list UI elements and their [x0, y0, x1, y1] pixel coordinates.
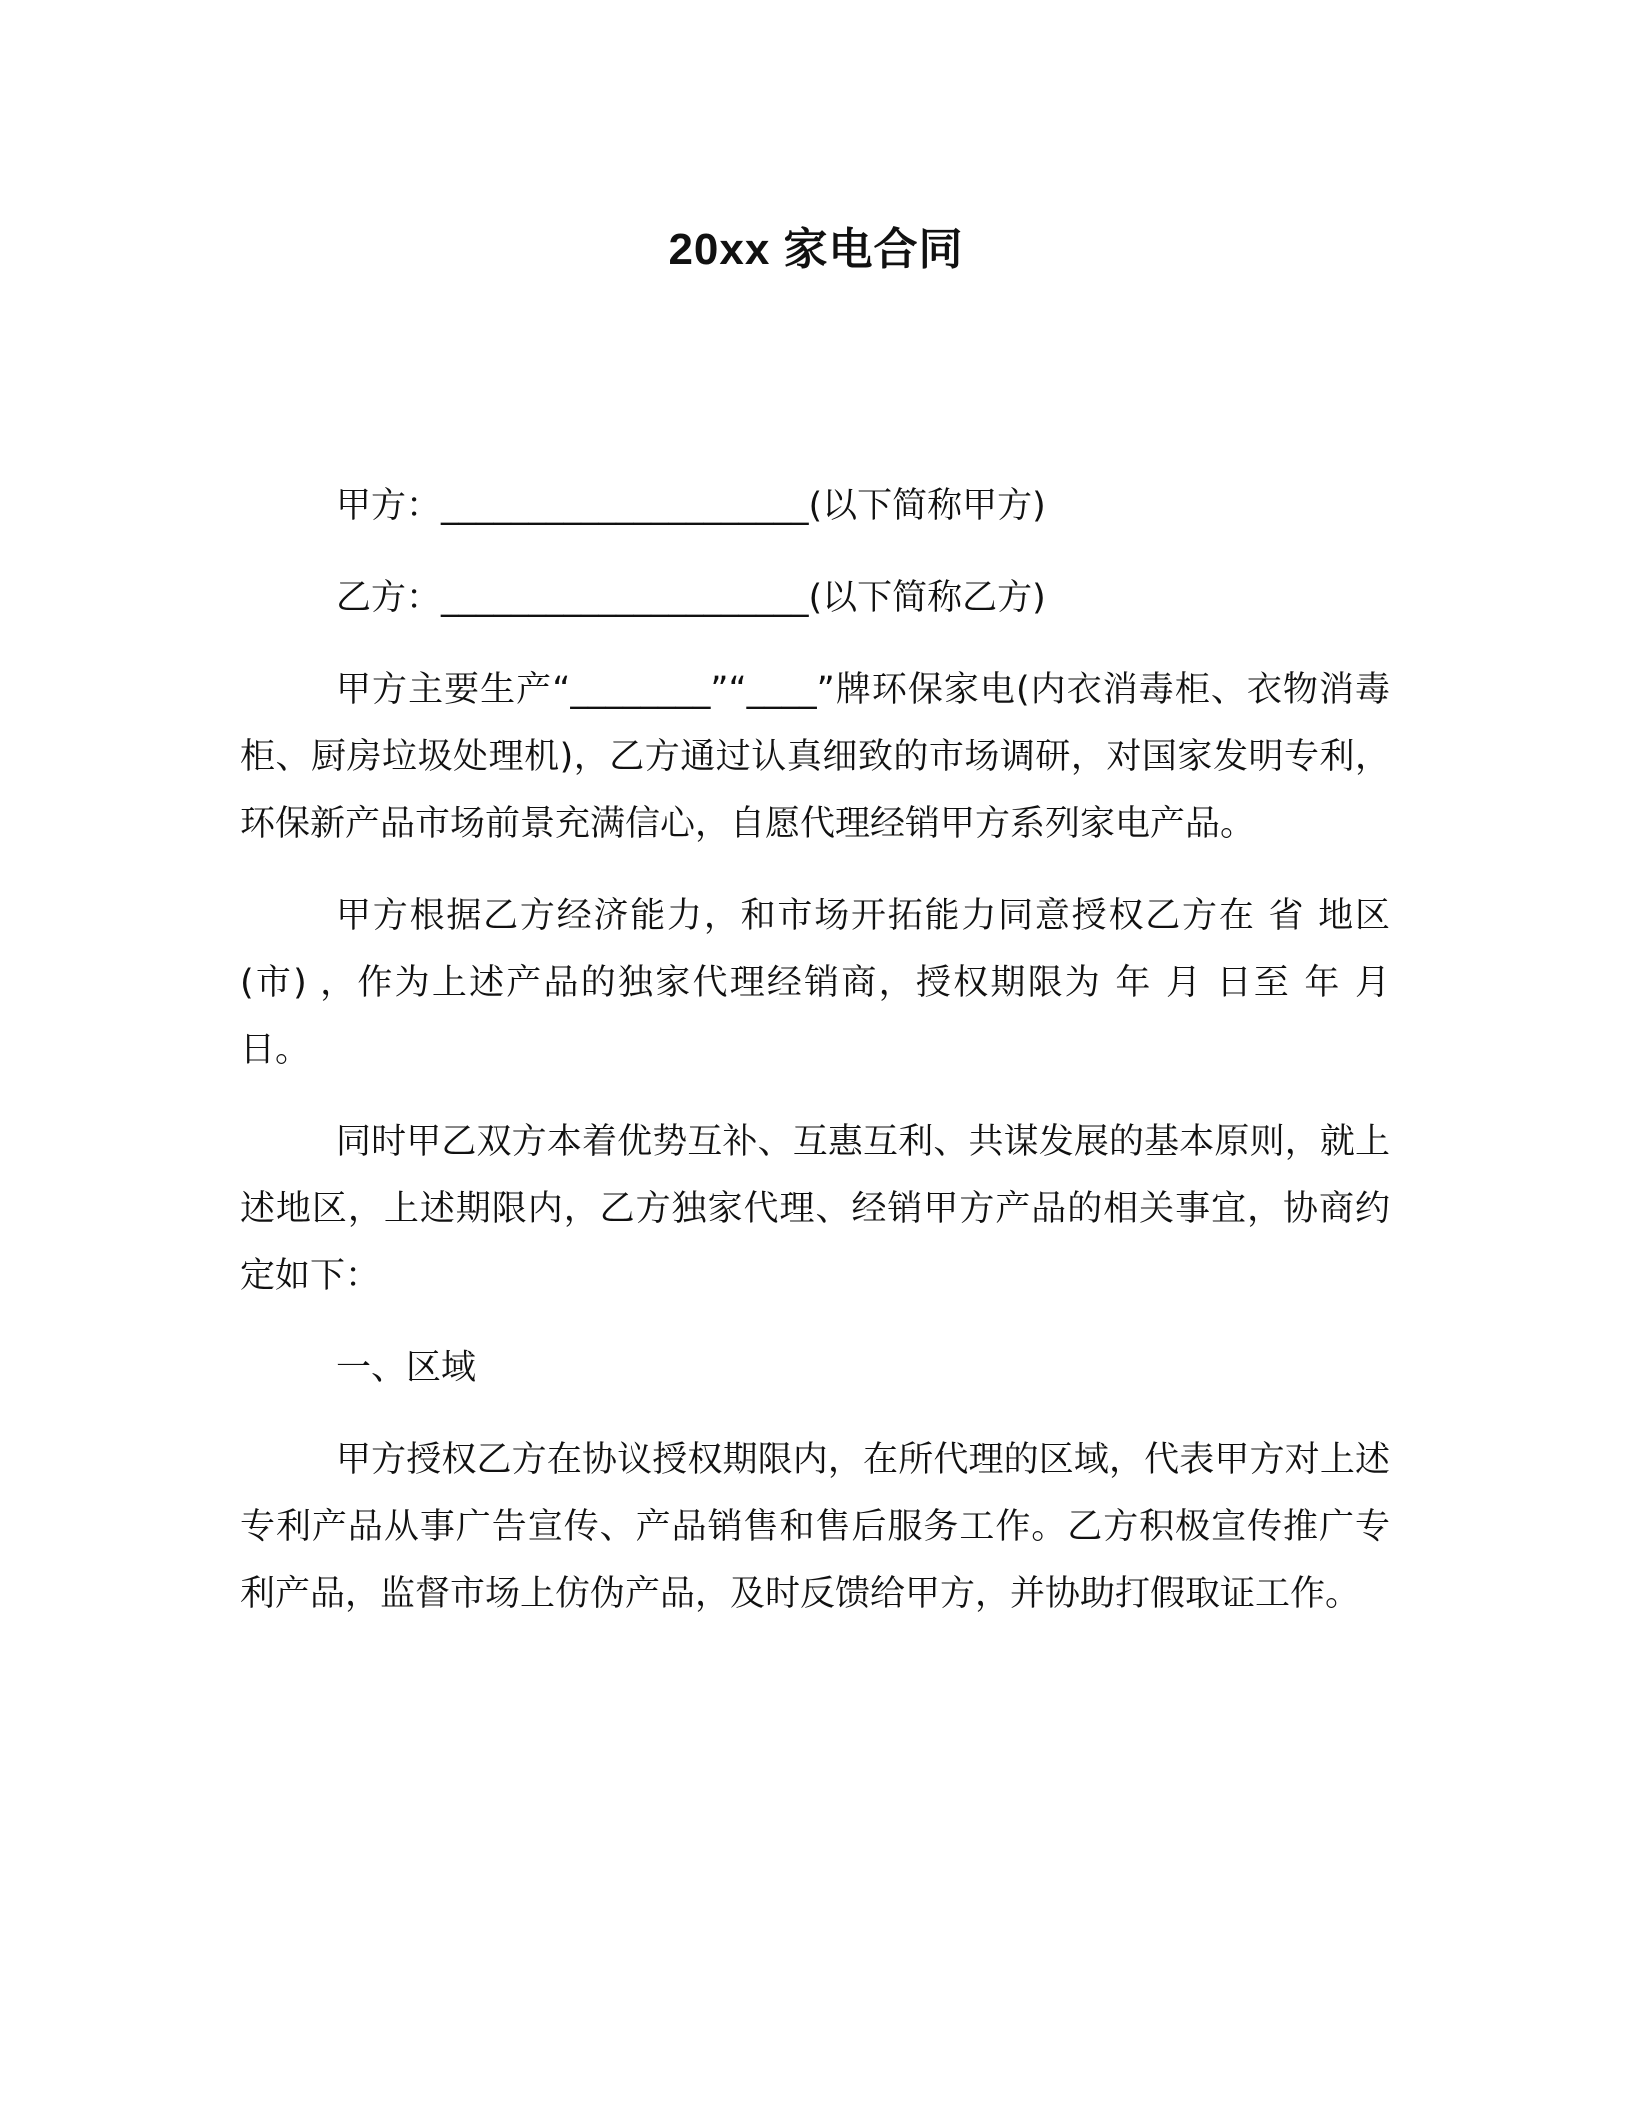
- document-body: [240, 473, 1390, 1653]
- party-b-line: 乙方：_____________________(以下简称乙方): [336, 578, 1046, 618]
- authorization-paragraph: 甲方根据乙方经济能力，和市场开拓能力同意授权乙方在 省 地区(市) ，作为上述产品的独家代理经销商，授权期限为 年 月 日至 年 月 日。: [240, 896, 1390, 1070]
- document-title: 20xx 家电合同: [668, 225, 964, 274]
- section-region-paragraph: 甲方授权乙方在协议授权期限内，在所代理的区域，代表甲方对上述专利产品从事广告宣传、产品销售和售后服务工作。乙方积极宣传推广专利产品，监督市场上仿伪产品，及时反馈给甲方，并协助打假取证工作。: [240, 1440, 1390, 1614]
- agreement-paragraph: 同时甲乙双方本着优势互补、互惠互利、共谋发展的基本原则，就上述地区，上述期限内，乙方独家代理、经销甲方产品的相关事宜，协商约定如下：: [240, 1122, 1390, 1296]
- section-heading-region: 一、区域: [336, 1348, 477, 1388]
- party-a-line: 甲方：_____________________(以下简称甲方): [336, 486, 1046, 526]
- intro-paragraph: 甲方主要生产“________”“____”牌环保家电(内衣消毒柜、衣物消毒柜、厨房垃圾处理机)，乙方通过认真细致的市场调研，对国家发明专利，环保新产品市场前景充满信心，自愿代理经销甲方系列家电产品。: [240, 670, 1390, 844]
